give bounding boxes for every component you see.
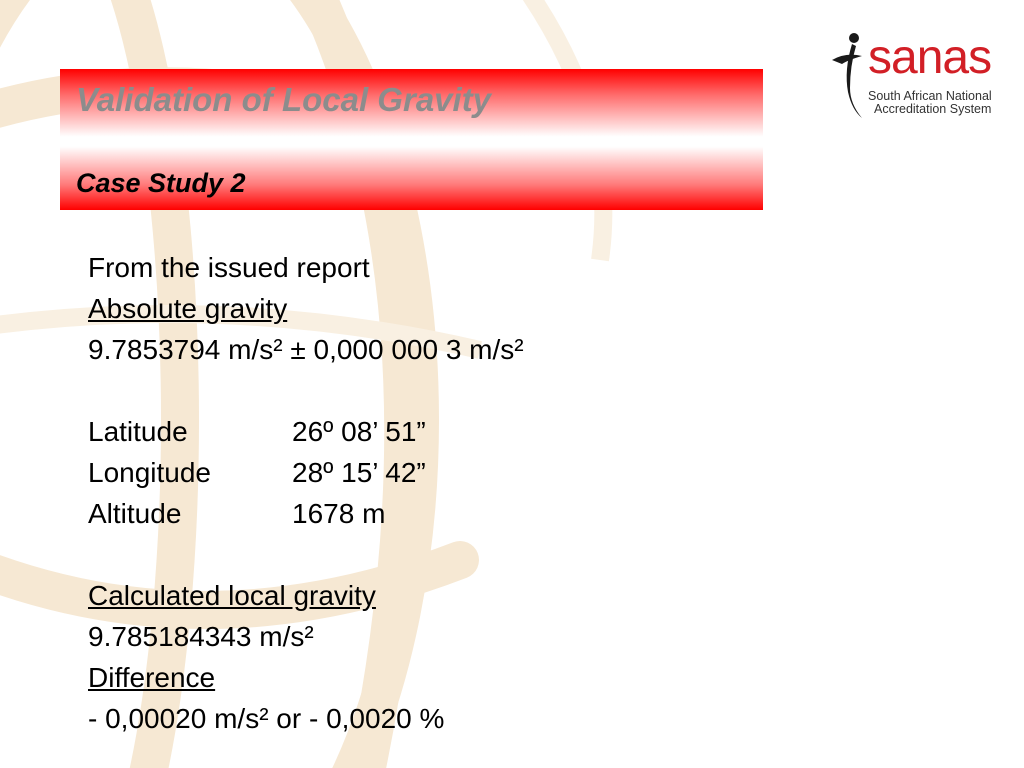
longitude-value: 28º 15’ 42” [292,457,426,488]
altitude-row [88,493,524,534]
altitude-value: 1678 m [292,498,386,529]
logo-wordmark: sanas [868,31,992,84]
calculated-gravity-value: 9.785184343 m/s² [88,621,314,652]
altitude-label: Altitude [88,498,182,529]
title-banner [60,69,763,210]
spacer [88,370,524,411]
absolute-gravity-value: 9.7853794 m/s² ± 0,000 000 3 m/s² [88,334,524,365]
logo-tagline-line2: Accreditation System [874,102,992,116]
spacer [88,534,524,575]
sanas-logo [828,30,1012,122]
difference-value: - 0,00020 m/s² or - 0,0020 % [88,703,445,734]
longitude-label: Longitude [88,457,212,488]
latitude-label: Latitude [88,416,188,447]
slide-subtitle: Case Study 2 [76,168,246,198]
intro-text: From the issued report [88,252,370,283]
latitude-value: 26º 08’ 51” [292,416,426,447]
latitude-row [88,411,524,452]
logo-tagline-line1: South African National [868,89,992,103]
sanas-figure-icon [828,30,872,122]
difference-heading: Difference [88,662,216,693]
absolute-gravity-heading: Absolute gravity [88,293,288,324]
slide-title: Validation of Local Gravity [76,81,492,118]
slide-body [88,247,524,739]
longitude-row [88,452,524,493]
calculated-gravity-heading: Calculated local gravity [88,580,376,611]
